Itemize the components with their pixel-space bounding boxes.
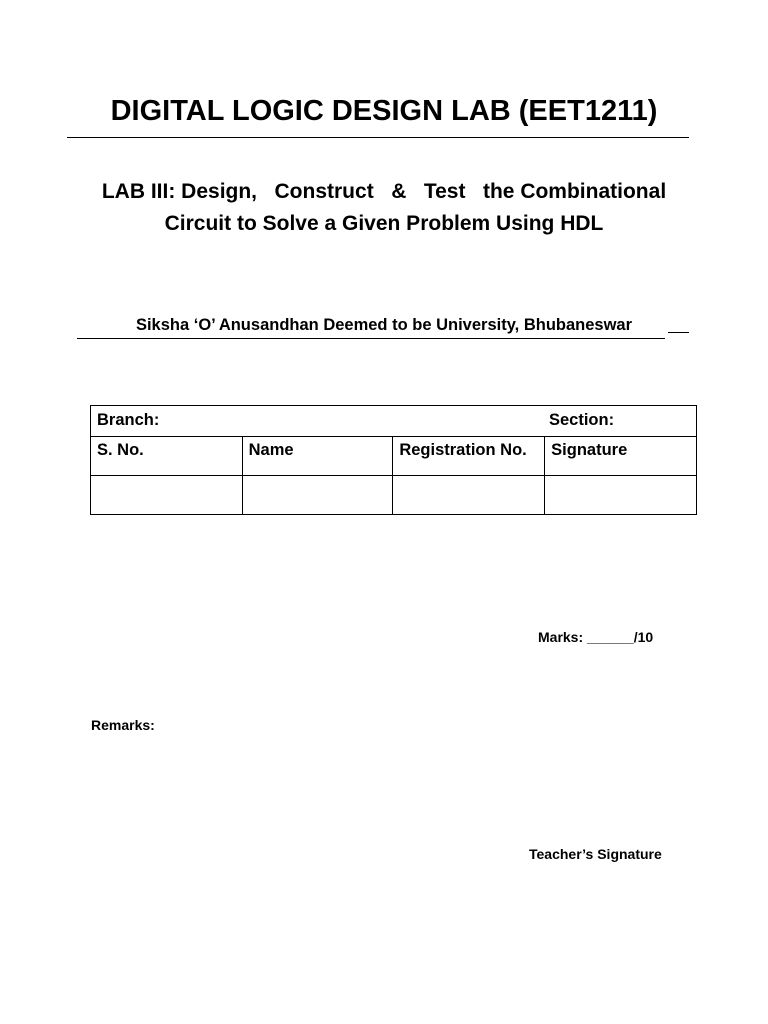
header-signature: Signature — [545, 437, 697, 476]
student-details-table — [90, 405, 697, 515]
section-label: Section: — [549, 411, 615, 429]
table-header-row — [91, 437, 697, 476]
title-underline — [67, 137, 689, 138]
cell-s-no — [91, 476, 243, 515]
lab-title-line-1: LAB III: Design, Construct & Test the Combinational — [101, 180, 667, 203]
branch-section-row — [91, 406, 697, 437]
remarks-label: Remarks: — [91, 717, 155, 733]
university-underline-segment — [668, 332, 689, 333]
university-underline — [77, 338, 665, 339]
lab-title — [60, 176, 708, 240]
university-name: Siksha ‘O’ Anusandhan Deemed to be University, Bhubaneswar — [135, 316, 633, 334]
marks-field: Marks: ______/10 — [538, 629, 654, 645]
header-name: Name — [242, 437, 393, 476]
teacher-signature-label: Teacher’s Signature — [529, 846, 662, 862]
table-row — [91, 476, 697, 515]
cell-name — [242, 476, 393, 515]
branch-label: Branch: — [97, 411, 160, 429]
header-s-no: S. No. — [91, 437, 243, 476]
lab-title-line-2: Circuit to Solve a Given Problem Using HDL — [164, 212, 604, 235]
branch-section-cell — [91, 406, 697, 437]
header-registration-no: Registration No. — [393, 437, 545, 476]
cell-signature — [545, 476, 697, 515]
page-title: DIGITAL LOGIC DESIGN LAB (EET1211) — [110, 95, 658, 127]
cell-registration-no — [393, 476, 545, 515]
